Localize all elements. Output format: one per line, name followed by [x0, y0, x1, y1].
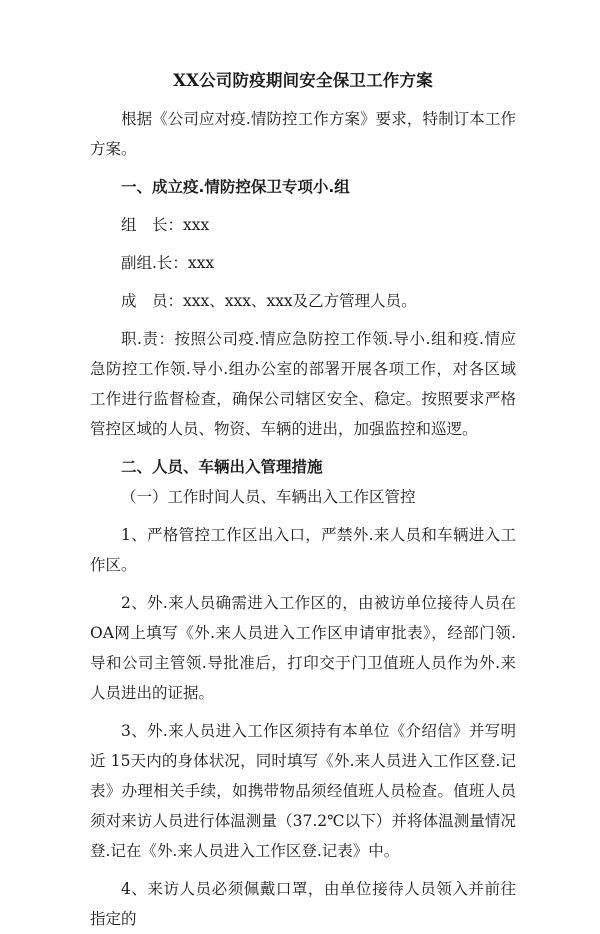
- item-2-paragraph: 2、外.来人员确需进入工作区的，由被访单位接待人员在OA网上填写《外.来人员进入工作区申请审批表》，经部门领.导和公司主管领.导批准后，打印交于门卫值班人员作为外.来人员进出的证据。: [90, 594, 516, 702]
- item-4-paragraph: 4、来访人员必须佩戴口罩，由单位接待人员领入并前往指定的: [90, 880, 516, 928]
- deputy-leader-line: 副组.长：xxx: [121, 254, 215, 272]
- item-3-paragraph: 3、外.来人员进入工作区须持有本单位《介绍信》并写明近 15天内的身体状况，同时填写《外.来人员进入工作区登.记表》办理相关手续，如携带物品须经值班人员检查。值班人员须对来访人员进行体温测量（37.2℃以下）并将体温测量情况登.记在《外.来人员进入工作区登.记表》中。: [90, 722, 516, 860]
- document-title: XX公司防疫期间安全保卫工作方案: [173, 71, 433, 90]
- subsection-1-heading: （一）工作时间人员、车辆出入工作区管控: [121, 488, 416, 506]
- section-2-heading: 二、人员、车辆出入管理措施: [121, 458, 323, 476]
- duties-paragraph: 职.责：按照公司疫.情应急防控工作领.导小.组和疫.情应急防控工作领.导小.组办公室的部署开展各项工作，对各区域工作进行监督检查，确保公司辖区安全、稳定。按照要求严格管控区域的人员、物资、车辆的进出，加强监控和巡逻。: [90, 330, 516, 438]
- intro-paragraph: 根据《公司应对疫.情防控工作方案》要求，特制订本工作方案。: [90, 110, 516, 158]
- leader-line: 组 长：xxx: [121, 216, 210, 234]
- section-1-heading: 一、成立疫.情防控保卫专项小.组: [121, 178, 350, 196]
- item-1-paragraph: 1、严格管控工作区出入口，严禁外.来人员和车辆进入工作区。: [90, 526, 516, 574]
- members-line: 成 员：xxx、xxx、xxx及乙方管理人员。: [121, 292, 417, 310]
